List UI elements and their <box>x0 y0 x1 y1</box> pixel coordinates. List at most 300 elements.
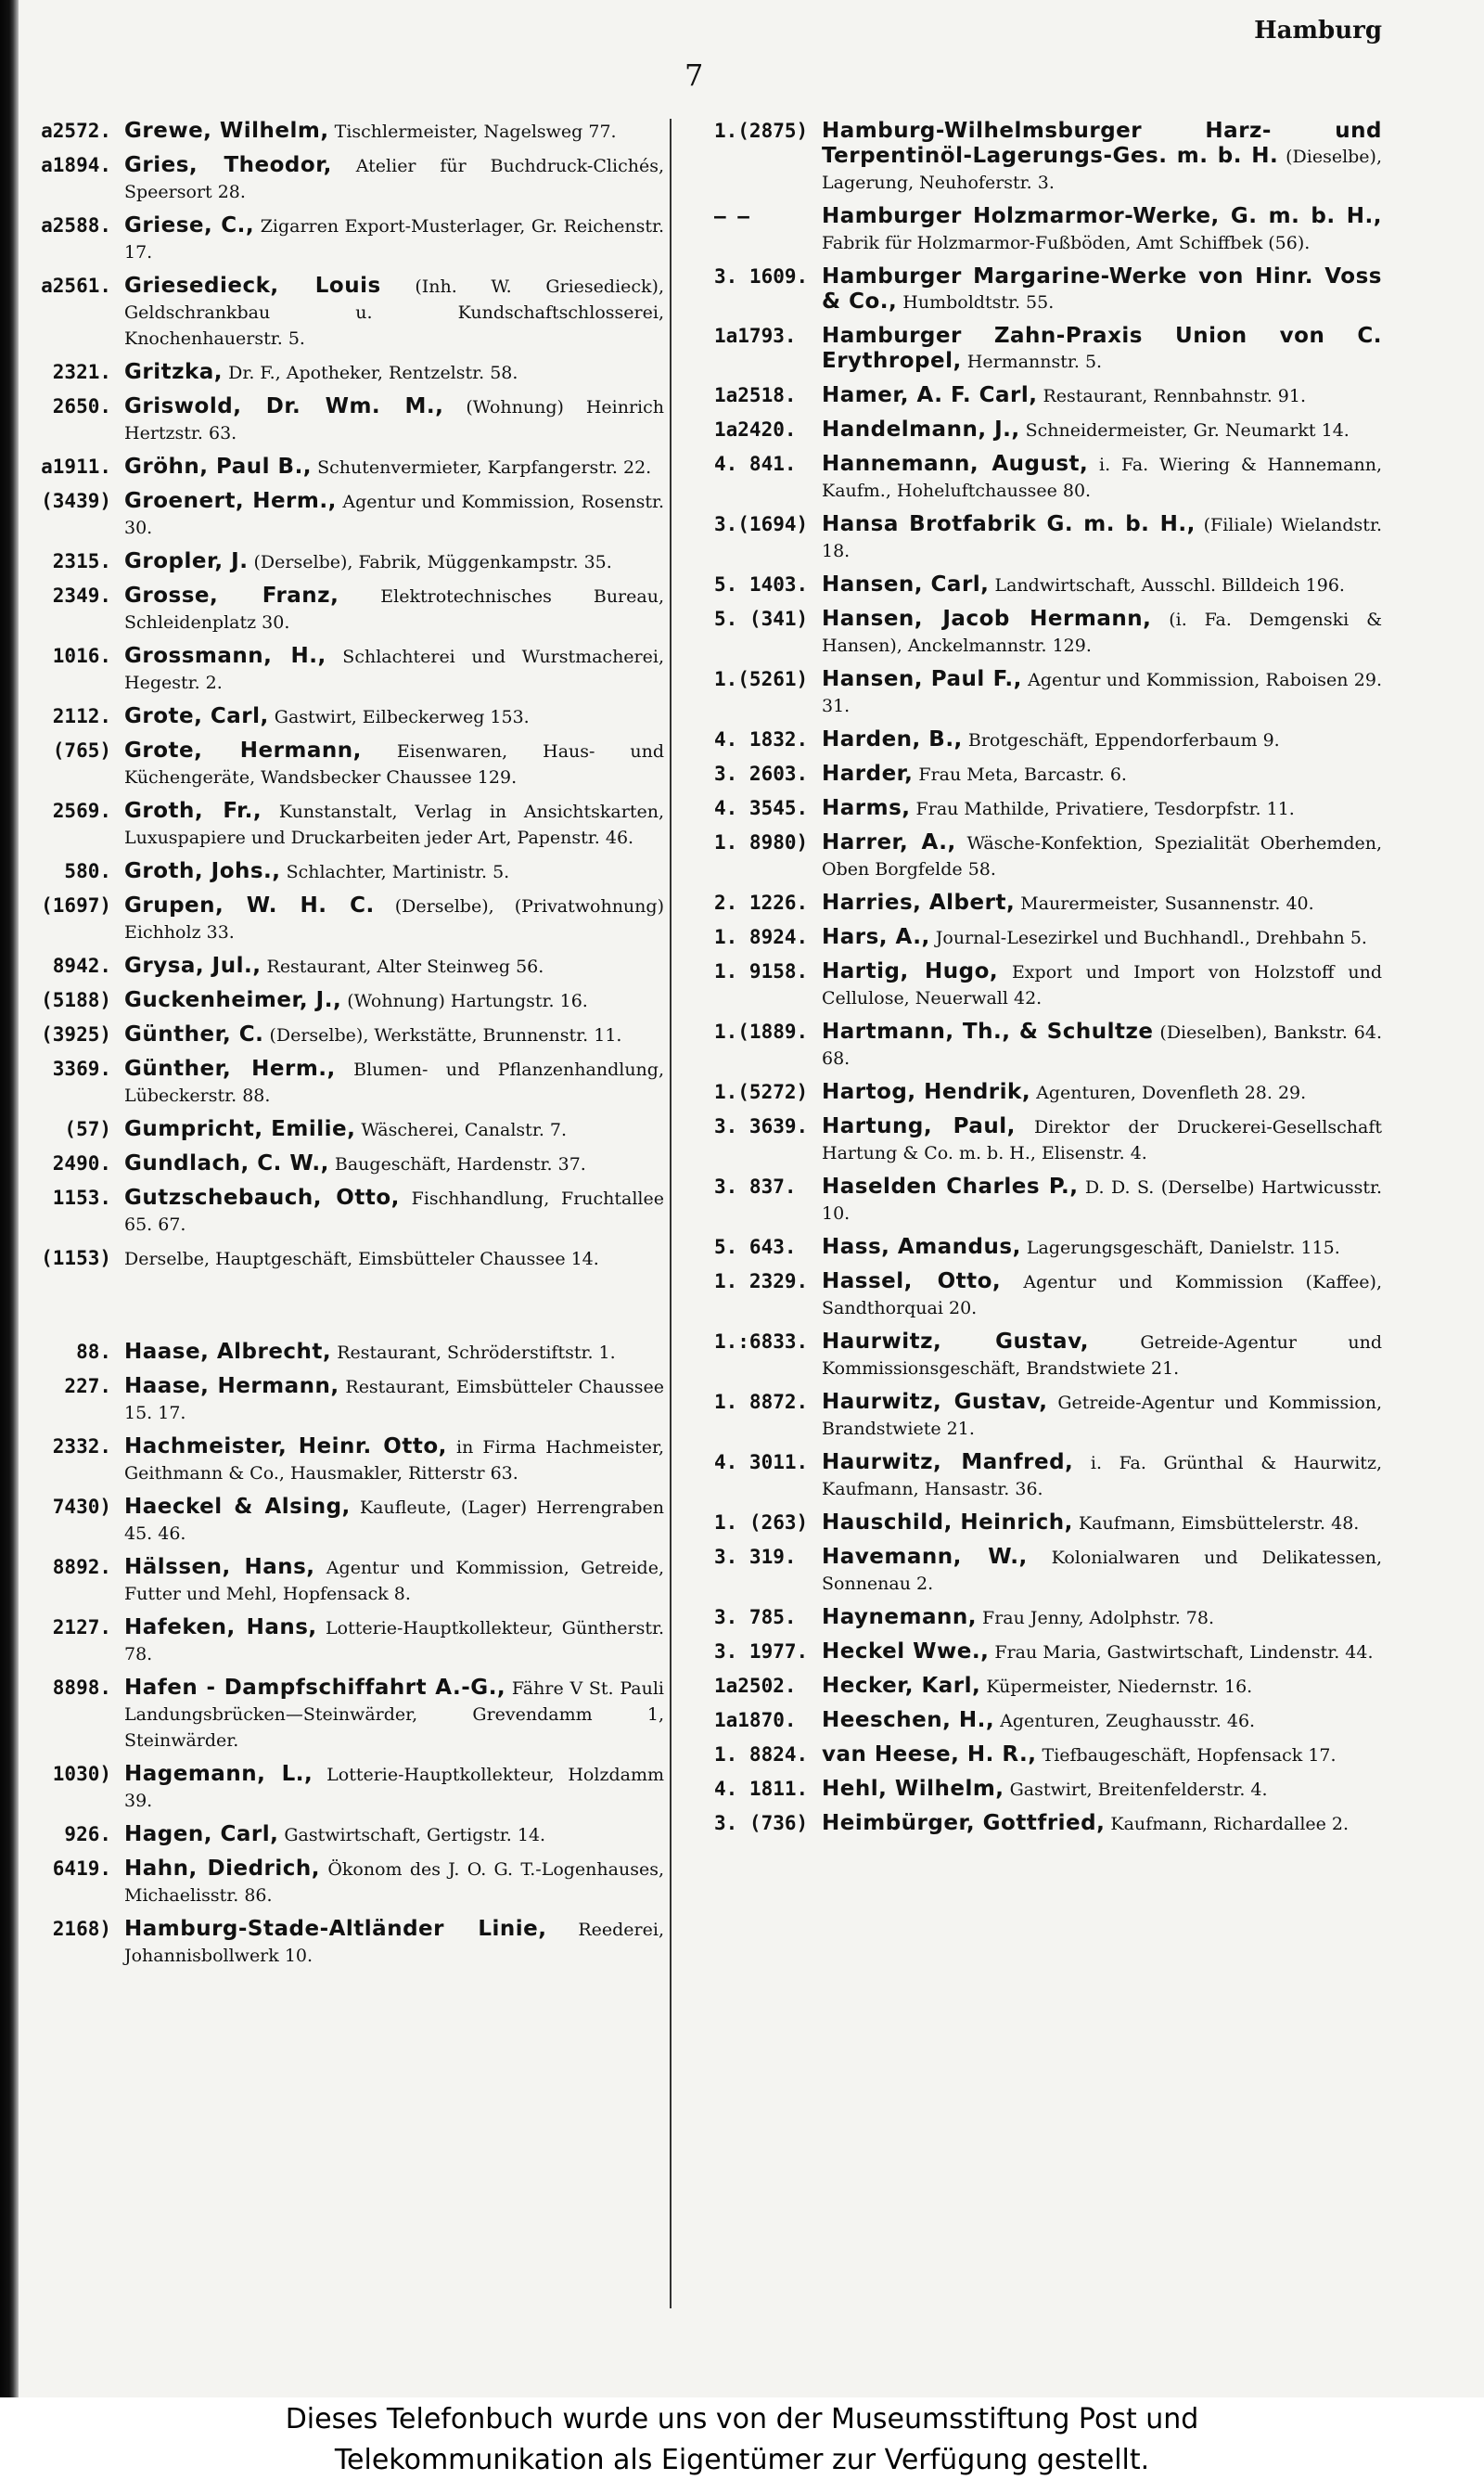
directory-entry <box>22 799 664 851</box>
subscriber-details: (Derselbe), Fabrik, Müggenkampstr. 35. <box>248 552 612 572</box>
subscriber-name: Hars, A., <box>822 925 930 949</box>
subscriber-details: i. Fa. Wiering & Hannemann, Kaufm., Hoheluftchaussee 80. <box>822 455 1382 501</box>
subscriber-name: Groth, Johs., <box>124 859 281 883</box>
subscriber-details: Derselbe, Hauptgeschäft, Eimsbütteler Chaussee 14. <box>124 1249 599 1269</box>
entry-text <box>822 1674 1382 1700</box>
phone-number: 580. <box>64 860 111 882</box>
subscriber-details: Wäsche-Konfektion, Spezialität Oberhemden, Oben Borgfelde 58. <box>822 833 1382 880</box>
subscriber-name: Gundlach, C. W., <box>124 1151 329 1176</box>
subscriber-name: Haase, Hermann, <box>124 1374 339 1398</box>
subscriber-details: (Wohnung) Hartungstr. 16. <box>341 991 588 1011</box>
entry-text <box>822 119 1382 196</box>
directory-entry <box>684 959 1382 1011</box>
subscriber-name: Hamburger Zahn-Praxis Union von C. Erythropel, <box>822 324 1382 373</box>
subscriber-name: Heimbürger, Gottfried, <box>822 1811 1106 1835</box>
directory-entry <box>684 1235 1382 1261</box>
subscriber-details: Agentur und Kommission (Kaffee), Sandthorquai 20. <box>822 1272 1382 1318</box>
phone-number: 3. 785. <box>714 1606 797 1628</box>
phone-number: 8892. <box>52 1556 111 1578</box>
directory-entry <box>684 1605 1382 1631</box>
subscriber-details: Agentur und Kommission, Rosenstr. 30. <box>124 492 664 538</box>
entry-text <box>822 204 1382 256</box>
subscriber-details: Journal-Lesezirkel und Buchhandl., Drehbahn 5. <box>929 928 1367 948</box>
directory-entry <box>684 324 1382 375</box>
directory-entry <box>684 204 1382 256</box>
subscriber-details: Schlachterei und Wurstmacherei, Hegestr. 2. <box>124 647 664 693</box>
phone-number: — — <box>714 205 749 227</box>
column-divider <box>670 119 672 2308</box>
entry-text <box>822 383 1382 409</box>
entry-text <box>124 153 664 205</box>
directory-entry <box>684 667 1382 719</box>
subscriber-details: Frau Mathilde, Privatiere, Tesdorpfstr. 11. <box>910 799 1295 819</box>
directory-entry <box>22 644 664 696</box>
subscriber-name: Harder, <box>822 762 914 786</box>
subscriber-name: Hamburg-Stade-Altländer Linie, <box>124 1917 547 1941</box>
phone-number: 1a1793. <box>714 325 797 347</box>
directory-entry <box>22 1340 664 1366</box>
entry-text <box>124 549 664 575</box>
entry-text <box>124 988 664 1014</box>
subscriber-details: Agenturen, Dovenfleth 28. 29. <box>1030 1083 1307 1103</box>
subscriber-name: Grote, Hermann, <box>124 739 362 763</box>
entry-text <box>124 644 664 696</box>
subscriber-name: Handelmann, J., <box>822 418 1020 442</box>
subscriber-details: Dr. F., Apotheker, Rentzelstr. 58. <box>223 363 518 383</box>
footer-line-1: Dieses Telefonbuch wurde uns von der Museumsstiftung Post und <box>285 2403 1199 2435</box>
directory-entry <box>684 727 1382 753</box>
phone-number: (1153) <box>41 1247 111 1269</box>
entry-text <box>822 1269 1382 1321</box>
entry-text <box>124 1917 664 1969</box>
phone-number: 227. <box>64 1375 111 1397</box>
subscriber-name: Grysa, Jul., <box>124 954 262 978</box>
phone-number: 3. 319. <box>714 1546 797 1568</box>
subscriber-name: Günther, C. <box>124 1022 264 1047</box>
subscriber-details: Humboldtstr. 55. <box>897 292 1055 313</box>
subscriber-name: Haurwitz, Manfred, <box>822 1450 1074 1474</box>
subscriber-details: Baugeschäft, Hardenstr. 37. <box>328 1154 586 1175</box>
subscriber-details: Maurermeister, Susannenstr. 40. <box>1015 893 1314 914</box>
subscriber-details: Getreide-Agentur und Kommissionsgeschäft, Brandstwiete 21. <box>822 1332 1382 1379</box>
directory-entry <box>684 512 1382 564</box>
subscriber-name: Hansen, Carl, <box>822 572 990 597</box>
phone-number: 2349. <box>52 585 111 607</box>
directory-entry <box>684 1450 1382 1502</box>
subscriber-name: Günther, Herm., <box>124 1057 336 1081</box>
subscriber-details: Agentur und Kommission, Raboisen 29. 31. <box>822 670 1382 716</box>
entry-text <box>822 1450 1382 1502</box>
phone-number: 2650. <box>52 395 111 418</box>
subscriber-details: Schneidermeister, Gr. Neumarkt 14. <box>1019 420 1350 441</box>
subscriber-details: Hermannstr. 5. <box>961 352 1103 372</box>
directory-entry <box>684 452 1382 504</box>
subscriber-details: Lotterie-Hauptkollekteur, Güntherstr. 78. <box>124 1618 664 1664</box>
phone-number: a2561. <box>41 275 111 297</box>
entry-text <box>822 796 1382 822</box>
entry-text <box>124 1022 664 1048</box>
phone-number: 4. 1832. <box>714 728 809 751</box>
subscriber-name: Grossmann, H., <box>124 644 326 668</box>
entry-text <box>822 1175 1382 1227</box>
directory-entry <box>22 988 664 1014</box>
entry-text <box>822 452 1382 504</box>
phone-number: 1a1870. <box>714 1709 797 1731</box>
directory-entry <box>22 489 664 541</box>
directory-entry <box>22 1246 664 1272</box>
subscriber-name: Heeschen, H., <box>822 1708 995 1732</box>
subscriber-details: Elektrotechnisches Bureau, Schleidenplatz 30. <box>124 586 664 633</box>
subscriber-details: Frau Maria, Gastwirtschaft, Lindenstr. 44. <box>989 1642 1374 1663</box>
entry-text <box>822 512 1382 564</box>
page-header-city: Hamburg <box>1254 17 1382 45</box>
entry-text <box>124 1246 664 1272</box>
subscriber-details: (Filiale) Wielandstr. 18. <box>822 515 1382 561</box>
phone-number: 4. 3011. <box>714 1451 809 1473</box>
phone-number: 3. 1977. <box>714 1640 809 1663</box>
directory-entry <box>22 1117 664 1143</box>
phone-number: 1016. <box>52 645 111 667</box>
directory-entry <box>684 796 1382 822</box>
phone-number: 3. 2603. <box>714 763 809 785</box>
subscriber-details: Schutenvermieter, Karpfangerstr. 22. <box>312 457 652 478</box>
entry-text <box>822 1235 1382 1261</box>
phone-number: 1a2518. <box>714 384 797 406</box>
subscriber-details: Kaufleute, (Lager) Herrengraben 45. 46. <box>124 1497 664 1544</box>
subscriber-details: Blumen- und Pflanzenhandlung, Lübeckerstr. 88. <box>124 1060 664 1106</box>
subscriber-name: Haeckel & Alsing, <box>124 1495 351 1519</box>
phone-number: 1.:6833. <box>714 1330 809 1353</box>
subscriber-details: Kaufmann, Eimsbüttelerstr. 48. <box>1072 1513 1360 1534</box>
phone-number: (3925) <box>41 1023 111 1046</box>
footer-line-2: Telekommunikation als Eigentümer zur Verfügung gestellt. <box>334 2444 1150 2476</box>
directory-entry <box>22 1917 664 1969</box>
directory-entry <box>684 1269 1382 1321</box>
directory-entry <box>684 607 1382 659</box>
entry-text <box>124 1495 664 1547</box>
subscriber-name: Hachmeister, Heinr. Otto, <box>124 1434 447 1458</box>
subscriber-name: Hassel, Otto, <box>822 1269 1002 1293</box>
subscriber-name: Gritzka, <box>124 360 224 384</box>
subscriber-details: (Derselbe), Werkstätte, Brunnenstr. 11. <box>263 1025 622 1046</box>
subscriber-name: Haurwitz, Gustav, <box>822 1390 1048 1414</box>
subscriber-name: Hamer, A. F. Carl, <box>822 383 1038 407</box>
phone-number: 5. 1403. <box>714 573 809 596</box>
entry-text <box>822 264 1382 315</box>
phone-number: a1911. <box>41 456 111 478</box>
subscriber-details: (Derselbe), (Privatwohnung) Eichholz 33. <box>124 896 664 943</box>
subscriber-name: Gropler, J. <box>124 549 249 573</box>
subscriber-name: Haurwitz, Gustav, <box>822 1330 1089 1354</box>
subscriber-name: Hartig, Hugo, <box>822 959 999 983</box>
entry-text <box>124 1186 664 1238</box>
entry-text <box>124 799 664 851</box>
subscriber-name: Hamburger Holzmarmor-Werke, G. m. b. H., <box>822 204 1382 228</box>
entry-text <box>124 455 664 481</box>
directory-entry <box>22 1495 664 1547</box>
subscriber-name: Groenert, Herm., <box>124 489 337 513</box>
directory-entry <box>22 1857 664 1908</box>
subscriber-details: Küpermeister, Niedernstr. 16. <box>980 1677 1253 1697</box>
directory-entry <box>684 1708 1382 1734</box>
entry-text <box>822 925 1382 951</box>
phone-number: (1697) <box>41 894 111 917</box>
subscriber-name: Harrer, A., <box>822 830 956 855</box>
subscriber-details: Landwirtschaft, Ausschl. Billdeich 196. <box>989 575 1345 596</box>
phone-number: a1894. <box>41 154 111 176</box>
entry-text <box>822 572 1382 598</box>
phone-number: 8898. <box>52 1677 111 1699</box>
phone-number: 3. 3639. <box>714 1115 809 1137</box>
directory-entry <box>684 119 1382 196</box>
phone-number: 4. 3545. <box>714 797 809 819</box>
entry-text <box>822 762 1382 788</box>
subscriber-name: Havemann, W., <box>822 1545 1028 1569</box>
directory-entry <box>22 584 664 636</box>
subscriber-name: Hannemann, August, <box>822 452 1089 476</box>
directory-entry <box>684 1080 1382 1106</box>
entry-text <box>124 1676 664 1754</box>
subscriber-details: D. D. S. (Derselbe) Hartwicusstr. 10. <box>822 1177 1382 1224</box>
phone-number: 2321. <box>52 361 111 383</box>
phone-number: 2127. <box>52 1616 111 1638</box>
book-binding-edge <box>0 0 19 2397</box>
directory-entry <box>22 1822 664 1848</box>
entry-text <box>822 1020 1382 1072</box>
directory-entry <box>684 891 1382 917</box>
subscriber-details: Agentur und Kommission, Getreide, Futter und Mehl, Hopfensack 8. <box>124 1558 664 1604</box>
subscriber-name: Gröhn, Paul B., <box>124 455 313 479</box>
phone-number: a2572. <box>41 120 111 142</box>
directory-entry <box>684 1777 1382 1803</box>
phone-number: 1. 8872. <box>714 1391 809 1413</box>
entry-text <box>822 727 1382 753</box>
entry-text <box>124 119 664 145</box>
phone-number: 1.(5261) <box>714 668 809 690</box>
entry-text <box>124 213 664 265</box>
subscriber-name: Hansen, Paul F., <box>822 667 1022 691</box>
phone-number: 1. 2329. <box>714 1270 809 1292</box>
directory-entry <box>22 1434 664 1486</box>
subscriber-details: Kolonialwaren und Delikatessen, Sonnenau 2. <box>822 1548 1382 1594</box>
subscriber-name: Hagen, Carl, <box>124 1822 279 1846</box>
subscriber-name: Hartog, Hendrik, <box>822 1080 1031 1104</box>
directory-entry <box>22 153 664 205</box>
entry-text <box>124 859 664 885</box>
directory-entry <box>684 1674 1382 1700</box>
phone-number: 3.(1694) <box>714 513 809 535</box>
subscriber-name: Hartung, Paul, <box>822 1114 1016 1138</box>
subscriber-details: Tiefbaugeschäft, Hopfensack 17. <box>1036 1745 1337 1766</box>
phone-number: 2332. <box>52 1435 111 1458</box>
phone-number: a2588. <box>41 214 111 237</box>
phone-number: 8942. <box>52 955 111 977</box>
directory-entry <box>684 1020 1382 1072</box>
entry-text <box>124 1434 664 1486</box>
subscriber-details: Fischhandlung, Fruchtallee 65. 67. <box>124 1189 664 1235</box>
directory-entry <box>684 1175 1382 1227</box>
entry-text <box>124 1762 664 1814</box>
entry-text <box>822 959 1382 1011</box>
directory-entry <box>22 704 664 730</box>
subscriber-details: Restaurant, Eimsbütteler Chaussee 15. 17. <box>124 1377 664 1423</box>
entry-text <box>124 1340 664 1366</box>
subscriber-details: Tischlermeister, Nagelsweg 77. <box>328 122 617 142</box>
entry-text <box>124 1822 664 1848</box>
phone-number: 2569. <box>52 800 111 822</box>
entry-text <box>124 1615 664 1667</box>
directory-entry <box>22 360 664 386</box>
entry-text <box>822 1080 1382 1106</box>
entry-text <box>124 1117 664 1143</box>
directory-entry <box>684 1330 1382 1381</box>
directory-entry <box>684 383 1382 409</box>
subscriber-details: Schlachter, Martinistr. 5. <box>280 862 510 882</box>
subscriber-details: Agenturen, Zeughausstr. 46. <box>994 1711 1256 1731</box>
subscriber-details: i. Fa. Grünthal & Haurwitz, Kaufmann, Hansastr. 36. <box>822 1453 1382 1499</box>
directory-entry <box>22 394 664 446</box>
phone-number: 5. (341) <box>714 608 809 630</box>
directory-entry <box>684 264 1382 315</box>
subscriber-details: Atelier für Buchdruck-Clichés, Speersort 28. <box>124 156 664 202</box>
directory-entry <box>22 954 664 980</box>
entry-text <box>124 360 664 386</box>
entry-text <box>124 584 664 636</box>
phone-number: 5. 643. <box>714 1236 797 1258</box>
subscriber-name: Guckenheimer, J., <box>124 988 342 1012</box>
directory-entry <box>22 549 664 575</box>
entry-text <box>822 1330 1382 1381</box>
subscriber-details: Zigarren Export-Musterlager, Gr. Reichenstr. 17. <box>124 216 664 263</box>
directory-entry <box>22 1676 664 1754</box>
entry-text <box>124 893 664 945</box>
entry-text <box>822 1510 1382 1536</box>
directory-entry <box>22 1151 664 1177</box>
entry-text <box>124 704 664 730</box>
entry-text <box>822 1545 1382 1597</box>
phone-number: 1.(1889. <box>714 1021 809 1043</box>
subscriber-details: (Wohnung) Heinrich Hertzstr. 63. <box>124 397 664 443</box>
subscriber-details: Gastwirtschaft, Gertigstr. 14. <box>278 1825 546 1845</box>
subscriber-details: Kunstanstalt, Verlag in Ansichtskarten, Luxuspapiere und Druckarbeiten jeder Art, Papenstr. 46. <box>124 802 664 848</box>
phone-number: (765) <box>52 739 111 762</box>
phone-number: 4. 841. <box>714 453 797 475</box>
phone-number: 3. (736) <box>714 1812 809 1834</box>
entry-text <box>124 274 664 352</box>
subscriber-details: Getreide-Agentur und Kommission, Brandstwiete 21. <box>822 1393 1382 1439</box>
subscriber-name: Hafen - Dampfschiffahrt A.-G., <box>124 1676 506 1700</box>
entry-text <box>124 394 664 446</box>
directory-entry <box>684 1510 1382 1536</box>
entry-text <box>124 739 664 790</box>
subscriber-name: Hansen, Jacob Hermann, <box>822 607 1152 631</box>
subscriber-details: (Dieselben), Bankstr. 64. 68. <box>822 1022 1382 1069</box>
subscriber-name: Hauschild, Heinrich, <box>822 1510 1073 1535</box>
subscriber-name: Harden, B., <box>822 727 963 752</box>
phone-number: 1. 9158. <box>714 960 809 983</box>
subscriber-name: Harms, <box>822 796 911 820</box>
phone-number: 1030) <box>52 1763 111 1785</box>
subscriber-details: (Inh. W. Griesedieck), Geldschrankbau u. Kundschaftschlosserei, Knochenhauerstr. 5. <box>124 276 664 349</box>
subscriber-name: Hahn, Diedrich, <box>124 1857 321 1881</box>
entry-text <box>822 1390 1382 1442</box>
phone-number: 6419. <box>52 1857 111 1880</box>
subscriber-details: Eisenwaren, Haus- und Küchengeräte, Wandsbecker Chaussee 129. <box>124 741 664 788</box>
subscriber-name: Gumpricht, Emilie, <box>124 1117 356 1141</box>
subscriber-name: van Heese, H. R., <box>822 1742 1037 1767</box>
directory-entry <box>684 418 1382 443</box>
directory-entry <box>22 893 664 945</box>
phone-number: 2490. <box>52 1152 111 1175</box>
subscriber-details: Frau Meta, Barcastr. 6. <box>913 765 1127 785</box>
entry-text <box>822 607 1382 659</box>
subscriber-name: Grupen, W. H. C. <box>124 893 375 918</box>
subscriber-details: Frau Jenny, Adolphstr. 78. <box>977 1608 1215 1628</box>
directory-entry <box>22 455 664 481</box>
phone-number: 3. 837. <box>714 1176 797 1198</box>
subscriber-name: Hartmann, Th., & Schultze <box>822 1020 1154 1044</box>
subscriber-name: Hass, Amandus, <box>822 1235 1021 1259</box>
directory-entry <box>684 1545 1382 1597</box>
phone-number: 1a2502. <box>714 1675 797 1697</box>
subscriber-name: Hecker, Karl, <box>822 1674 981 1698</box>
subscriber-details: Kaufmann, Richardallee 2. <box>1105 1814 1350 1834</box>
directory-entry <box>684 1639 1382 1665</box>
entry-text <box>822 1742 1382 1768</box>
directory-entry <box>22 1022 664 1048</box>
phone-number: 1. 8924. <box>714 926 809 948</box>
directory-entry <box>684 830 1382 882</box>
subscriber-details: Fähre V St. Pauli Landungsbrücken—Steinwärder, Grevendamm 1, Steinwärder. <box>124 1678 664 1751</box>
directory-entry <box>22 1057 664 1109</box>
subscriber-name: Hehl, Wilhelm, <box>822 1777 1004 1801</box>
directory-entry <box>22 739 664 790</box>
subscriber-name: Hafeken, Hans, <box>124 1615 317 1639</box>
entry-text <box>124 489 664 541</box>
subscriber-name: Groth, Fr., <box>124 799 262 823</box>
directory-entry <box>684 1742 1382 1768</box>
phone-number: 1.(2875) <box>714 120 809 142</box>
phone-number: 1153. <box>52 1187 111 1209</box>
subscriber-name: Grosse, Franz, <box>124 584 339 608</box>
subscriber-name: Hansa Brotfabrik G. m. b. H., <box>822 512 1196 536</box>
subscriber-name: Griesedieck, Louis <box>124 274 381 298</box>
subscriber-name: Gries, Theodor, <box>124 153 332 177</box>
subscriber-name: Hagemann, L., <box>124 1762 313 1786</box>
entry-text <box>124 1151 664 1177</box>
directory-entry <box>22 1186 664 1238</box>
subscriber-name: Haase, Albrecht, <box>124 1340 332 1364</box>
subscriber-name: Heckel Wwe., <box>822 1639 990 1664</box>
subscriber-name: Grewe, Wilhelm, <box>124 119 329 143</box>
entry-text <box>822 1605 1382 1631</box>
directory-entry <box>22 1762 664 1814</box>
directory-entry <box>22 859 664 885</box>
phone-number: 88. <box>76 1341 111 1363</box>
directory-entry <box>22 1555 664 1607</box>
directory-entry <box>22 213 664 265</box>
entry-text <box>822 830 1382 882</box>
phone-number: 1.(5272) <box>714 1081 809 1103</box>
entry-text <box>124 1857 664 1908</box>
directory-entry <box>22 119 664 145</box>
subscriber-details: Reederei, Johannisbollwerk 10. <box>124 1920 664 1966</box>
directory-entry <box>684 1811 1382 1837</box>
phone-number: (57) <box>64 1118 111 1140</box>
subscriber-name: Haselden Charles P., <box>822 1175 1079 1199</box>
phone-number: 7430) <box>52 1496 111 1518</box>
right-column <box>684 119 1382 2392</box>
